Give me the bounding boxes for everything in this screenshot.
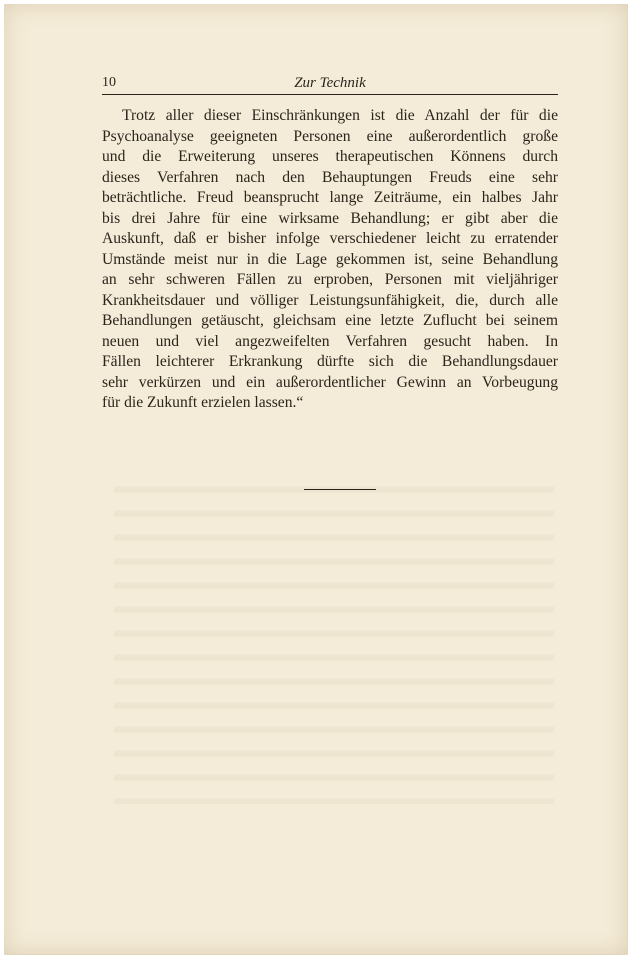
text-line: sehr verkürzen und ein außerordentlicher Gewinn an Vorbeugung (102, 373, 558, 391)
body-paragraph (102, 106, 558, 414)
text-line: beträchtliche. Freud beansprucht lange Zeiträume, ein halbes Jahr (102, 189, 558, 206)
text-line: bis drei Jahre für eine wirksame Behandlung; er gibt aber die (102, 209, 558, 227)
bleed-through-shadow (114, 474, 554, 804)
text-line: und die Erweiterung unseres therapeutischen Könnens durch (102, 148, 558, 165)
text-line: an sehr schweren Fällen zu erproben, Personen mit vieljähriger (102, 271, 558, 288)
book-page (4, 4, 628, 955)
section-end-rule (304, 489, 376, 490)
running-head (102, 72, 558, 95)
text-line: Behandlungen getäuscht, gleichsam eine letzte Zuflucht bei seinem (102, 312, 558, 329)
text-line: Psychoanalyse geeigneten Personen eine außerordentlich große (102, 127, 558, 145)
text-line: Auskunft, daß er bisher infolge verschiedener leicht zu erratender (102, 230, 558, 247)
text-line: dieses Verfahren nach den Behauptungen Freuds eine sehr (102, 168, 558, 186)
running-title: Zur Technik (294, 75, 366, 91)
text-line: für die Zukunft erzielen lassen.“ (102, 394, 304, 411)
text-line: neuen und viel angezweifelten Verfahren gesucht haben. In (102, 332, 558, 350)
text-line: Krankheitsdauer und völliger Leistungsunfähigkeit, die, durch alle (102, 291, 558, 309)
page-number: 10 (102, 75, 116, 90)
text-line: Umstände meist nur in die Lage gekommen ist, seine Behandlung (102, 250, 558, 268)
text-line: Trotz aller dieser Einschränkungen ist die Anzahl der für die (122, 107, 558, 124)
text-line: Fällen leichterer Erkrankung dürfte sich die Behandlungsdauer (102, 353, 558, 370)
